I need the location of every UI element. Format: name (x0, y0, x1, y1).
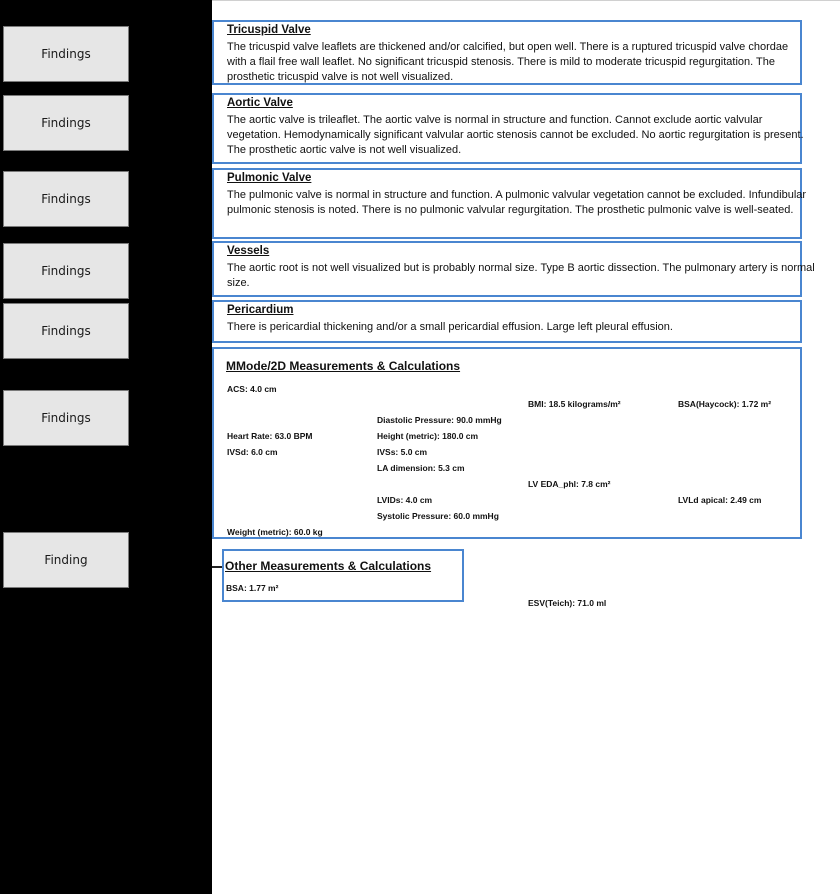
findings-button-tricuspid[interactable]: Findings (3, 26, 129, 82)
measurement-systolic-pressure: Systolic Pressure: 60.0 mmHg (377, 511, 499, 521)
section-pericardium (212, 300, 802, 343)
measurement-heart-rate: Heart Rate: 63.0 BPM (227, 431, 313, 441)
section-title: Tricuspid Valve (227, 24, 311, 36)
section-title: Pulmonic Valve (227, 172, 312, 184)
findings-button-vessels[interactable]: Findings (3, 243, 129, 299)
measurement-ivss: IVSs: 5.0 cm (377, 447, 428, 457)
measurement-bmi: BMI: 18.5 kilograms/m² (528, 399, 621, 409)
document-top-border (212, 0, 840, 1)
finding-button-other[interactable]: Finding (3, 532, 129, 588)
section-tricuspid-valve (212, 20, 802, 85)
section-body: There is pericardial thickening and/or a small pericardial effusion. Large left pleural effusion. (227, 321, 673, 333)
section-pulmonic-valve (212, 168, 807, 239)
findings-button-mmode[interactable]: Findings (3, 390, 129, 446)
section-body: The tricuspid valve leaflets are thickened and/or calcified, but open well. There is a ruptured tricuspid valve chordae with a flail free wall leaflet. No significant tricuspid stenosis. There is mild to moderate tricuspid regurgitation. The prosthetic tricuspid valve is not well visualized. (227, 41, 789, 83)
measurement-ivsd: IVSd: 6.0 cm (227, 447, 278, 457)
connector-line (212, 566, 222, 568)
findings-sidebar (0, 0, 212, 894)
measurement-lvld-apical: LVLd apical: 2.49 cm (678, 495, 762, 505)
report-document (212, 0, 840, 894)
measurement-la-dimension: LA dimension: 5.3 cm (377, 463, 465, 473)
findings-button-aortic[interactable]: Findings (3, 95, 129, 151)
measurement-acs: ACS: 4.0 cm (227, 384, 277, 394)
section-other-measurements (222, 549, 464, 602)
measurement-lvids: LVIDs: 4.0 cm (377, 495, 433, 505)
findings-button-pericardium[interactable]: Findings (3, 303, 129, 359)
measurement-bsa-haycock: BSA(Haycock): 1.72 m² (678, 399, 772, 409)
measurement-height: Height (metric): 180.0 cm (377, 431, 479, 441)
measurement-esv-teich: ESV(Teich): 71.0 ml (528, 598, 607, 608)
mmode-title: MMode/2D Measurements & Calculations (226, 359, 461, 373)
measurement-lv-eda-phl: LV EDA_phl: 7.8 cm² (528, 479, 611, 489)
section-mmode-measurements (212, 347, 802, 539)
measurement-weight: Weight (metric): 60.0 kg (227, 527, 323, 537)
section-vessels (212, 241, 815, 297)
section-title: Aortic Valve (227, 97, 293, 109)
section-body: The aortic root is not well visualized but is probably normal size. Type B aortic dissection. The pulmonary artery is normal size. (227, 262, 815, 289)
measurement-diastolic-pressure: Diastolic Pressure: 90.0 mmHg (377, 415, 502, 425)
section-body: The pulmonic valve is normal in structure and function. A pulmonic valvular vegetation cannot be excluded. Infundibular pulmonic stenosis is noted. There is no pulmonic valvular regurgitation. The prosthetic pulmonic valve is well-seated. (227, 189, 807, 216)
section-title: Pericardium (227, 304, 294, 316)
section-aortic-valve (212, 93, 802, 164)
findings-button-pulmonic[interactable]: Findings (3, 171, 129, 227)
other-title: Other Measurements & Calculations (225, 559, 432, 573)
section-title: Vessels (227, 245, 270, 257)
section-body: The aortic valve is trileaflet. The aortic valve is normal in structure and function. Cannot exclude aortic valvular vegetation. Hemodynamically significant valvular aortic stenosis cannot be excluded. No aortic regurgitation is present. The prosthetic aortic valve is not well visualized. (227, 114, 804, 156)
measurement-bsa: BSA: 1.77 m² (226, 583, 279, 593)
